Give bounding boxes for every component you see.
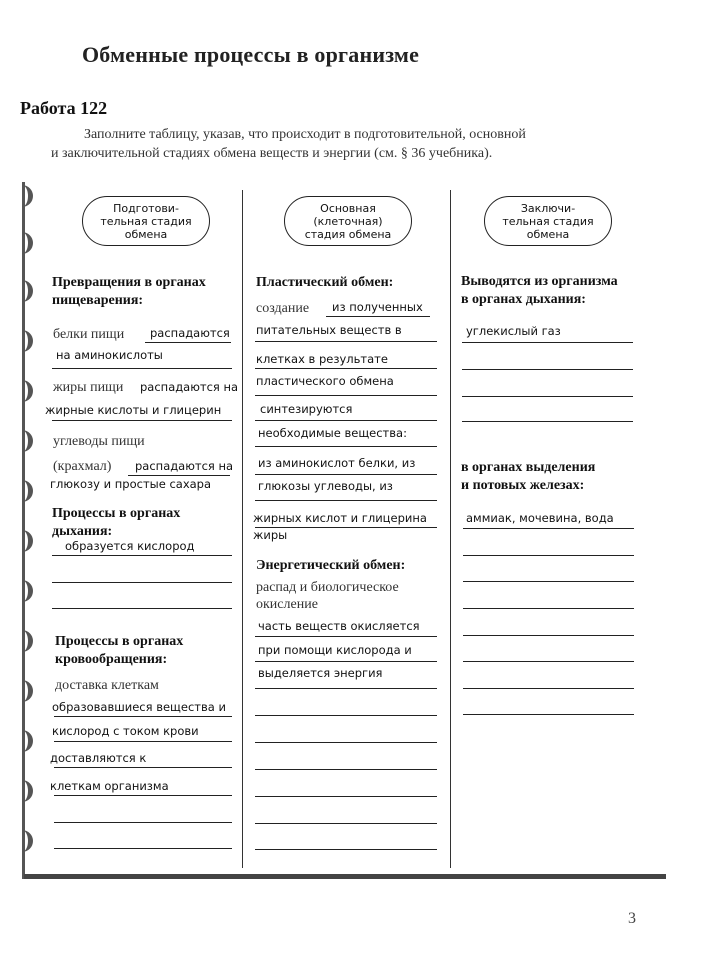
plastic-answer-1[interactable]: из полученных: [332, 300, 423, 314]
col2-heading-energy: Энергетический обмен:: [256, 558, 406, 573]
answer-line: [52, 582, 232, 583]
answer-line: [463, 608, 634, 609]
answer-line: [255, 796, 437, 797]
work-title: Работа 122: [20, 98, 108, 118]
respiration-answer[interactable]: образуется кислород: [65, 539, 195, 553]
spiral-ring-icon: [12, 780, 33, 802]
carbs-label-2: (крахмал): [53, 459, 112, 474]
answer-line: [463, 581, 634, 582]
answer-line: [54, 767, 232, 768]
carbs-answer[interactable]: распадаются на: [135, 459, 234, 473]
answer-line: [462, 369, 633, 370]
proteins-label: белки пищи: [53, 327, 125, 342]
answer-line: [255, 341, 437, 342]
instructions-line-1: Заполните таблицу, указав, что происходит в подготовительной, основной: [84, 127, 526, 142]
answer-line: [462, 396, 633, 397]
page-title: Обменные процессы в организме: [82, 42, 420, 67]
plastic-answer-6[interactable]: необходимые вещества:: [258, 426, 407, 440]
circulation-label: доставка клеткам: [55, 678, 159, 693]
answer-line: [326, 316, 430, 317]
col1-heading-respiration: Процессы в органах дыхания:: [52, 506, 181, 539]
spiral-ring-icon: [12, 580, 33, 602]
circulation-answer-4[interactable]: клеткам организма: [50, 779, 169, 793]
plastic-answer-7[interactable]: из аминокислот белки, из: [258, 456, 416, 470]
spiral-ring-icon: [12, 730, 33, 752]
spiral-ring-icon: [12, 630, 33, 652]
answer-line: [255, 661, 437, 662]
answer-line: [255, 420, 437, 421]
answer-line: [255, 395, 437, 396]
creation-label: создание: [256, 301, 310, 316]
spiral-ring-icon: [12, 430, 33, 452]
stage-preparatory: Подготови- тельная стадия обмена: [82, 196, 210, 246]
answer-line: [463, 528, 634, 529]
carbs-answer-2[interactable]: глюкозу и простые сахара: [50, 477, 212, 491]
answer-line: [255, 769, 437, 770]
fats-answer[interactable]: распадаются на: [140, 380, 239, 394]
frame-bottom-border: [24, 874, 666, 879]
carbs-label: углеводы пищи: [53, 434, 145, 449]
stage-main: Основная (клеточная) стадия обмена: [284, 196, 412, 246]
answer-line: [52, 608, 232, 609]
stage-final: Заключи- тельная стадия обмена: [484, 196, 612, 246]
spiral-ring-icon: [12, 380, 33, 402]
spiral-ring-icon: [12, 530, 33, 552]
answer-line: [255, 742, 437, 743]
proteins-answer-2[interactable]: на аминокислоты: [56, 348, 163, 362]
page-number: 3: [628, 910, 636, 927]
answer-line: [255, 446, 437, 447]
proteins-answer[interactable]: распадаются: [150, 326, 230, 340]
plastic-answer-10[interactable]: жиры: [253, 528, 288, 542]
energy-answer-2[interactable]: при помощи кислорода и: [258, 643, 412, 657]
answer-line: [463, 688, 634, 689]
spiral-ring-icon: [12, 680, 33, 702]
answer-line: [255, 715, 437, 716]
excretion-answer[interactable]: аммиак, мочевина, вода: [466, 511, 614, 525]
fats-answer-2[interactable]: жирные кислоты и глицерин: [45, 403, 222, 417]
energy-label-2: окисление: [256, 597, 318, 612]
answer-line: [255, 688, 437, 689]
column-divider: [242, 190, 243, 868]
energy-answer-3[interactable]: выделяется энергия: [258, 666, 383, 680]
plastic-answer-8[interactable]: глюкозы углеводы, из: [258, 479, 393, 493]
answer-line: [128, 475, 230, 476]
answer-line: [52, 555, 232, 556]
spiral-ring-icon: [12, 480, 33, 502]
answer-line: [255, 474, 437, 475]
answer-line: [463, 714, 634, 715]
col1-heading-digestion: Превращения в органах пищеварения:: [52, 275, 206, 308]
col3-heading-respiration: Выводятся из организма в органах дыхания:: [461, 274, 618, 307]
spiral-ring-icon: [12, 280, 33, 302]
answer-line: [255, 368, 437, 369]
col3-heading-excretion: в органах выделения и потовых железах:: [461, 460, 596, 493]
answer-line: [145, 342, 231, 343]
answer-line: [462, 421, 633, 422]
answer-line: [54, 795, 232, 796]
spiral-ring-icon: [12, 185, 33, 207]
answer-line: [52, 368, 232, 369]
answer-line: [52, 420, 232, 421]
plastic-answer-4[interactable]: пластического обмена: [256, 374, 394, 388]
answer-line: [255, 823, 437, 824]
spiral-ring-icon: [12, 232, 33, 254]
plastic-answer-5[interactable]: синтезируются: [260, 402, 353, 416]
circulation-answer-1[interactable]: образовавшиеся вещества и: [52, 700, 226, 714]
col1-heading-circulation: Процессы в органах кровообращения:: [55, 634, 184, 667]
energy-answer-1[interactable]: часть веществ окисляется: [258, 619, 420, 633]
answer-line: [463, 555, 634, 556]
answer-line: [255, 636, 437, 637]
answer-line: [54, 716, 232, 717]
spiral-ring-icon: [12, 830, 33, 852]
answer-line: [463, 635, 634, 636]
spiral-ring-icon: [12, 330, 33, 352]
plastic-answer-2[interactable]: питательных веществ в: [256, 323, 402, 337]
answer-line: [255, 849, 437, 850]
answer-line: [255, 500, 437, 501]
plastic-answer-3[interactable]: клетках в результате: [256, 352, 388, 366]
answer-line: [54, 822, 232, 823]
answer-line: [463, 661, 634, 662]
circulation-answer-3[interactable]: доставляются к: [50, 751, 147, 765]
instructions-line-2: и заключительной стадиях обмена веществ и энергии (см. § 36 учебника).: [51, 146, 493, 161]
plastic-answer-9[interactable]: жирных кислот и глицерина: [253, 511, 427, 525]
fats-label: жиры пищи: [53, 380, 124, 395]
circulation-answer-2[interactable]: кислород с током крови: [52, 724, 199, 738]
answer-line: [462, 342, 633, 343]
answer-line: [54, 848, 232, 849]
column-divider: [450, 190, 451, 868]
answer-line: [54, 741, 232, 742]
excretion-respiration-answer[interactable]: углекислый газ: [466, 324, 561, 338]
col2-heading-plastic: Пластический обмен:: [256, 275, 394, 290]
energy-label-1: распад и биологическое: [256, 580, 399, 595]
